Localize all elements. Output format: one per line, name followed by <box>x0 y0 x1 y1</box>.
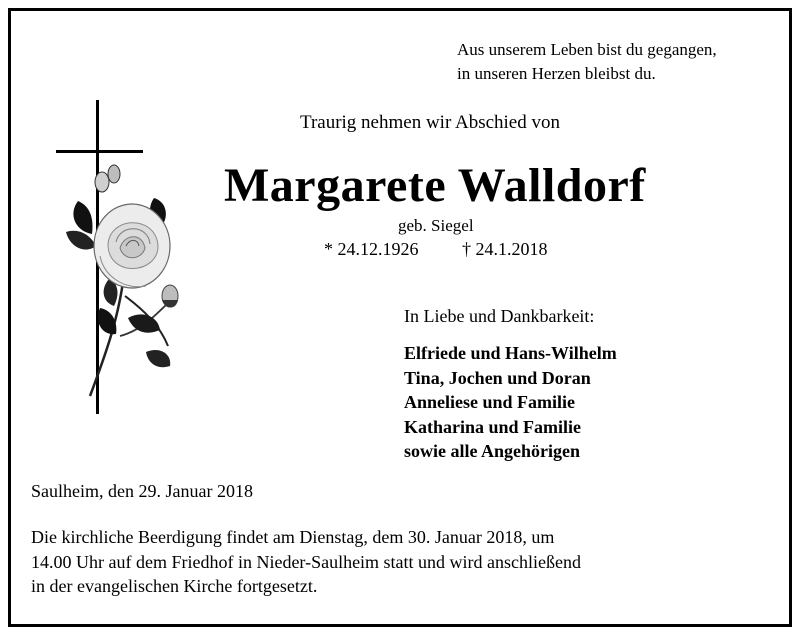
death-date: † 24.1.2018 <box>462 239 548 259</box>
funeral-notice-line: Die kirchliche Beerdigung findet am Dienstag, dem 30. Januar 2018, um <box>31 527 555 547</box>
list-item: Anneliese und Familie <box>404 392 576 412</box>
list-item: Tina, Jochen und Doran <box>404 367 591 388</box>
mourners-list <box>404 341 617 464</box>
gratitude-line: In Liebe und Dankbarkeit: <box>404 306 595 326</box>
funeral-notice <box>31 525 731 599</box>
list-item: sowie alle Angehörigen <box>404 441 580 461</box>
place-and-date: Saulheim, den 29. Januar 2018 <box>31 481 253 501</box>
cross-and-rose-emblem <box>50 96 200 416</box>
deceased-name: Margarete Walldorf <box>224 159 646 212</box>
funeral-notice-line: in der evangelischen Kirche fortgesetzt. <box>31 576 318 596</box>
list-item: Katharina und Familie <box>404 416 582 437</box>
memorial-quote <box>457 38 717 86</box>
quote-line-1: Aus unserem Leben bist du gegangen, <box>457 40 717 59</box>
maiden-name: geb. Siegel <box>398 216 474 235</box>
rose-icon <box>66 165 178 396</box>
funeral-notice-line: 14.00 Uhr auf dem Friedhof in Nieder-Saulheim statt und wird anschließend <box>31 551 582 572</box>
farewell-intro: Traurig nehmen wir Abschied von <box>300 112 560 133</box>
list-item: Elfriede und Hans-Wilhelm <box>404 343 617 363</box>
birth-date: * 24.12.1926 <box>324 239 419 259</box>
quote-line-2: in unseren Herzen bleibst du. <box>457 64 656 83</box>
